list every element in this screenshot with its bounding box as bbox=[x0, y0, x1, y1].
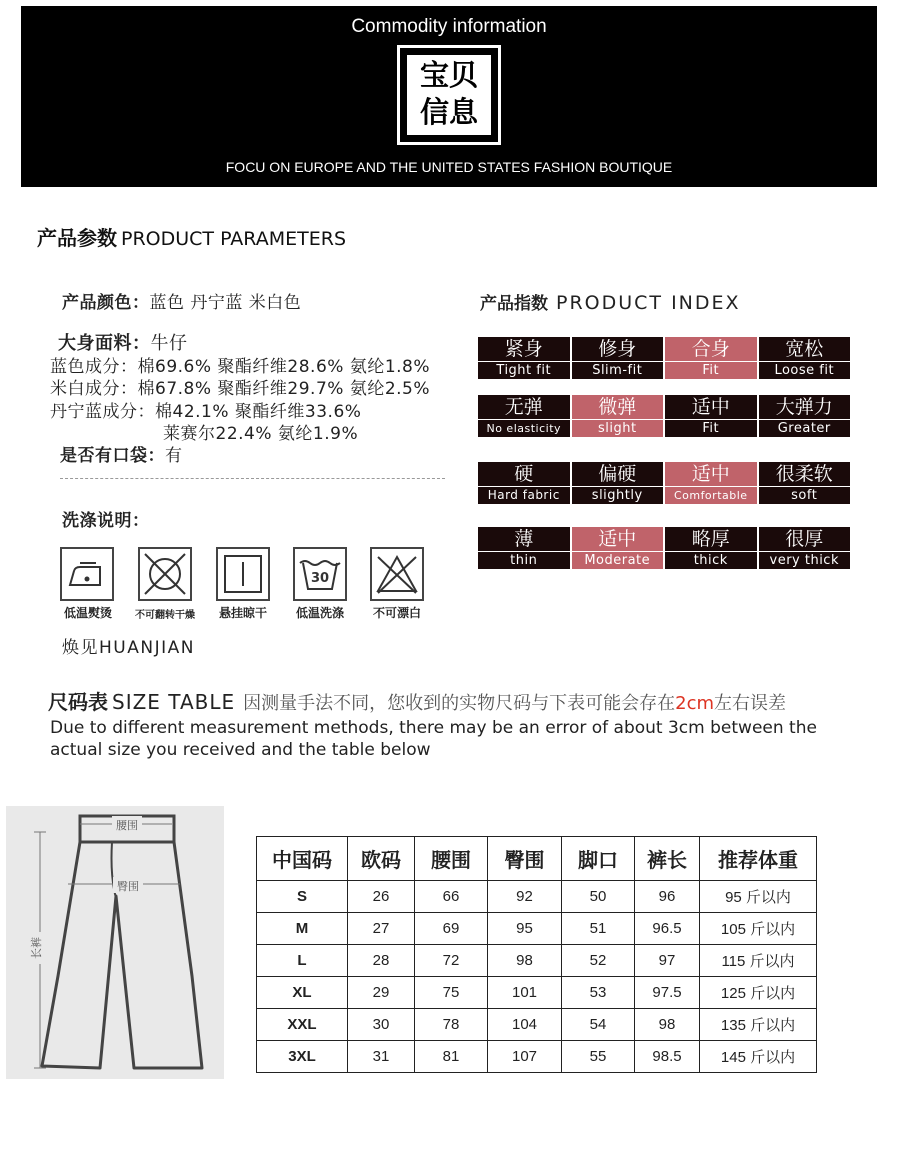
index-cell-selected: 微弹 slight bbox=[572, 395, 664, 437]
index-title: 产品指数 PRODUCT INDEX bbox=[480, 292, 741, 314]
index-row-fit bbox=[478, 337, 850, 379]
size-table bbox=[256, 836, 817, 1073]
index-cell: 薄 thin bbox=[478, 527, 570, 569]
composition-white: 米白成分：棉67.8% 聚酯纤维29.7% 氨纶2.5% bbox=[50, 379, 431, 399]
index-row-elasticity bbox=[478, 395, 850, 437]
fabric-line: 大身面料：牛仔 bbox=[58, 333, 188, 354]
index-row-softness bbox=[478, 462, 850, 504]
col-weight: 推荐体重 bbox=[700, 837, 817, 881]
col-hem: 脚口 bbox=[562, 837, 635, 881]
table-row: S 26 66 92 50 96 95 斤以内 bbox=[257, 881, 817, 913]
composition-blue: 蓝色成分：棉69.6% 聚酯纤维28.6% 氨纶1.8% bbox=[50, 357, 431, 377]
table-row: 3XL 31 81 107 55 98.5 145 斤以内 bbox=[257, 1041, 817, 1073]
size-table-header bbox=[257, 837, 817, 881]
wash-label-hang: 悬挂晾干 bbox=[218, 606, 267, 620]
banner-logo-text: 宝贝 信息 bbox=[407, 55, 491, 135]
composition-denim: 丹宁蓝成分：棉42.1% 聚酯纤维33.6% bbox=[50, 402, 362, 422]
index-row-thickness bbox=[478, 527, 850, 569]
diagram-hip-label: 臀围 bbox=[117, 880, 139, 893]
wash-title: 洗涤说明： bbox=[62, 511, 150, 531]
low-temp-wash-icon bbox=[293, 547, 347, 601]
col-cn-size: 中国码 bbox=[257, 837, 348, 881]
wash-label-bleach: 不可漂白 bbox=[372, 606, 421, 620]
color-line: 产品颜色：蓝色 丹宁蓝 米白色 bbox=[62, 293, 302, 313]
table-row: XXL 30 78 104 54 98 135 斤以内 bbox=[257, 1009, 817, 1041]
wash-label-iron: 低温熨烫 bbox=[63, 606, 112, 620]
divider bbox=[60, 478, 445, 479]
banner-top-text: Commodity information bbox=[351, 16, 547, 37]
col-length: 裤长 bbox=[635, 837, 700, 881]
hang-dry-icon bbox=[216, 547, 270, 601]
table-row: M 27 69 95 51 96.5 105 斤以内 bbox=[257, 913, 817, 945]
index-cell: 大弹力 Greater bbox=[759, 395, 851, 437]
col-waist: 腰围 bbox=[415, 837, 488, 881]
banner-bottom-text: FOCU ON EUROPE AND THE UNITED STATES FASHION BOUTIQUE bbox=[225, 159, 673, 175]
low-temp-iron-icon bbox=[60, 547, 114, 601]
banner-logo-box bbox=[397, 45, 501, 145]
table-row: L 28 72 98 52 97 115 斤以内 bbox=[257, 945, 817, 977]
index-cell: 很柔软 soft bbox=[759, 462, 851, 504]
size-note: 因测量手法不同，您收到的实物尺码与下表可能会存在2cm左右误差 bbox=[243, 693, 787, 714]
col-eu-size: 欧码 bbox=[348, 837, 415, 881]
params-title: 产品参数 PRODUCT PARAMETERS bbox=[37, 226, 347, 250]
size-description: Due to different measurement methods, there may be an error of about 3cm between the actual size you received and the table below bbox=[50, 718, 817, 760]
no-tumble-dry-icon bbox=[138, 547, 192, 601]
table-row: XL 29 75 101 53 97.5 125 斤以内 bbox=[257, 977, 817, 1009]
index-cell-selected: 合身 Fit bbox=[665, 337, 757, 379]
wash-label-wash: 低温洗涤 bbox=[295, 606, 344, 620]
size-table-title: 尺码表 SIZE TABLE 因测量手法不同，您收到的实物尺码与下表可能会存在2cm左右误差 bbox=[48, 690, 787, 714]
wash-temperature: 30 bbox=[310, 571, 330, 586]
index-cell: 宽松 Loose fit bbox=[759, 337, 851, 379]
index-cell: 无弹 No elasticity bbox=[478, 395, 570, 437]
no-bleach-icon bbox=[370, 547, 424, 601]
index-cell-selected: 适中 Comfortable bbox=[665, 462, 757, 504]
col-hip: 臀围 bbox=[488, 837, 562, 881]
header-banner bbox=[21, 6, 877, 187]
index-cell: 硬 Hard fabric bbox=[478, 462, 570, 504]
wash-label-dry: 不可翻转干燥 bbox=[135, 610, 195, 621]
diagram-length-label: 长裤 bbox=[30, 937, 43, 959]
index-cell: 适中 Fit bbox=[665, 395, 757, 437]
brand-name: 焕见HUANJIAN bbox=[62, 638, 195, 658]
index-cell: 紧身 Tight fit bbox=[478, 337, 570, 379]
pants-diagram bbox=[6, 806, 224, 1079]
composition-denim-cont: 莱赛尔22.4% 氨纶1.9% bbox=[163, 424, 359, 444]
pocket-line: 是否有口袋：有 bbox=[60, 446, 183, 466]
index-cell: 略厚 thick bbox=[665, 527, 757, 569]
index-cell: 很厚 very thick bbox=[759, 527, 851, 569]
diagram-waist-label: 腰围 bbox=[116, 819, 138, 832]
index-cell-selected: 适中 Moderate bbox=[572, 527, 664, 569]
index-cell: 偏硬 slightly bbox=[572, 462, 664, 504]
index-cell: 修身 Slim-fit bbox=[572, 337, 664, 379]
